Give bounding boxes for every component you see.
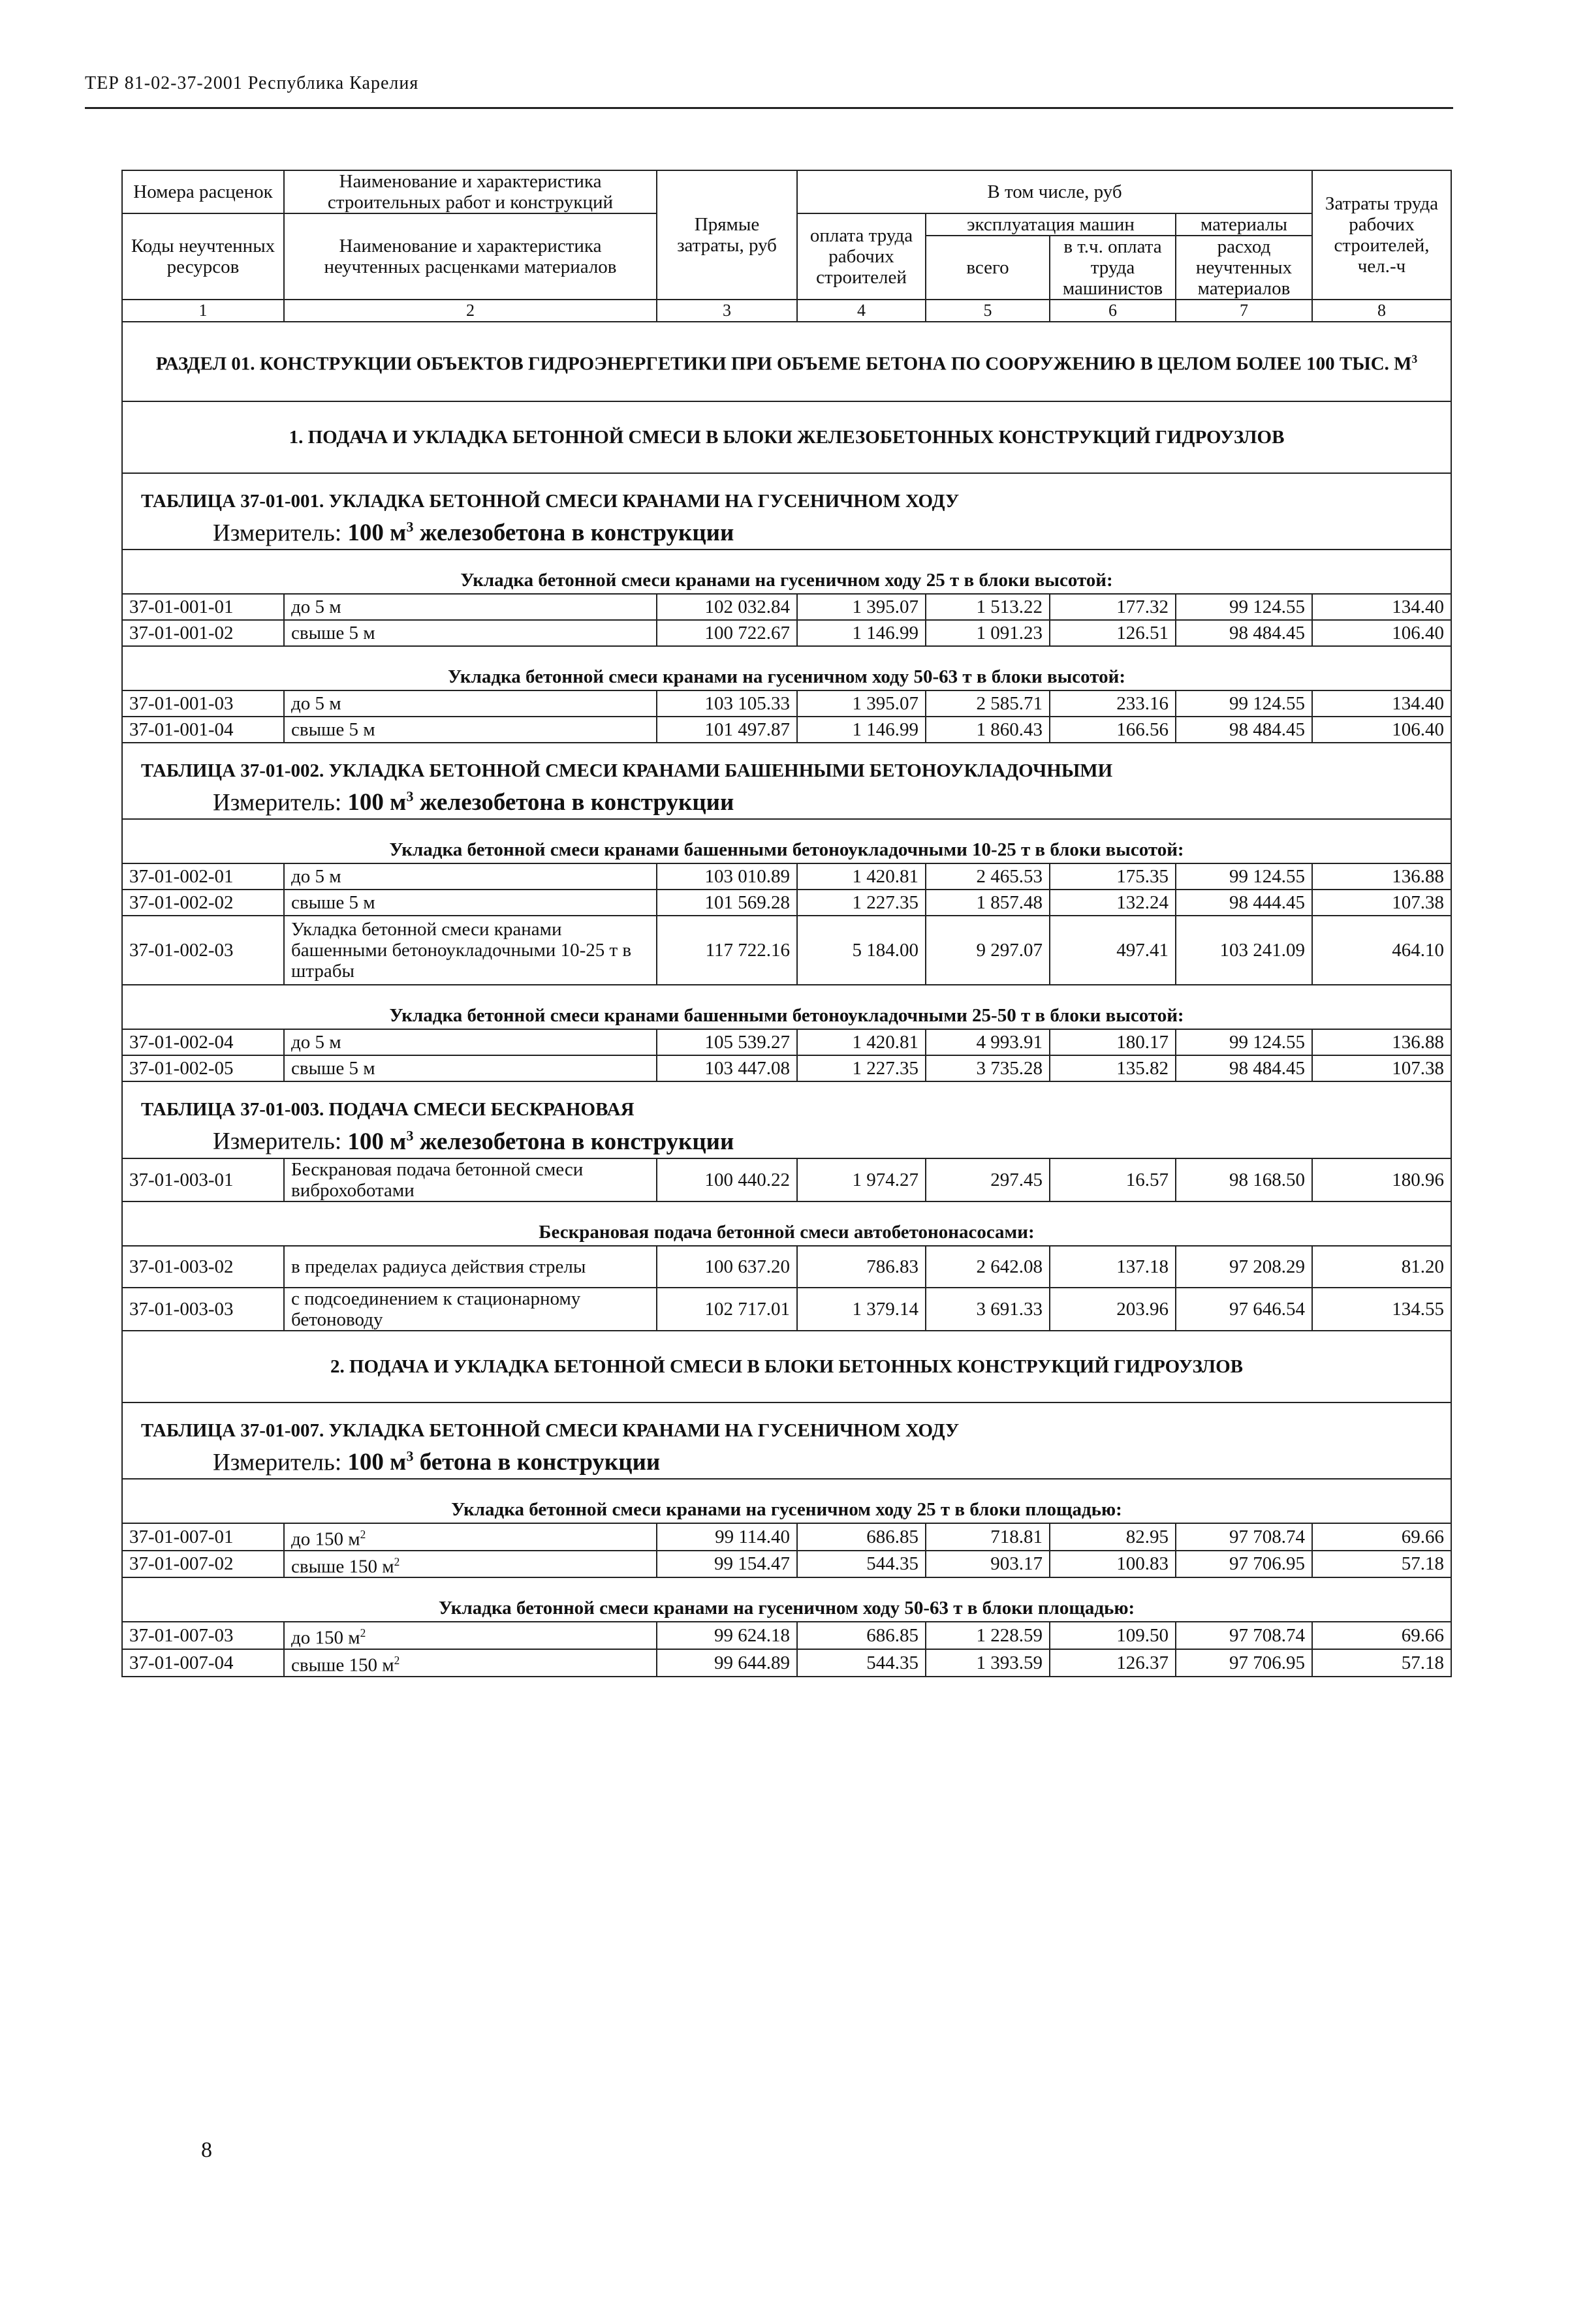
subheading: Укладка бетонной смеси кранами башенными бетоноукладочными 10-25 т в блоки высотой: xyxy=(122,819,1451,863)
document-header: ТЕР 81-02-37-2001 Республика Карелия xyxy=(85,73,419,93)
subheading: Укладка бетонной смеси кранами на гусеничном ходу 25 т в блоки площадью: xyxy=(122,1479,1451,1523)
table-row: 37-01-003-02 в пределах радиуса действия стрелы 100 637.20 786.83 2 642.08 137.18 97 208.29 81.20 xyxy=(122,1246,1451,1288)
table-row: 37-01-001-02 свыше 5 м 100 722.67 1 146.99 1 091.23 126.51 98 484.45 106.40 xyxy=(122,620,1451,646)
subheading: Укладка бетонной смеси кранами на гусеничном ходу 50-63 т в блоки площадью: xyxy=(122,1577,1451,1622)
group-title-2: 2. ПОДАЧА И УКЛАДКА БЕТОННОЙ СМЕСИ В БЛОКИ БЕТОННЫХ КОНСТРУКЦИЙ ГИДРОУЗЛОВ xyxy=(122,1331,1451,1402)
table-title-003: ТАБЛИЦА 37-01-003. ПОДАЧА СМЕСИ БЕСКРАНОВАЯ Измеритель: 100 $м^3$ железобетона в конструкции xyxy=(122,1081,1451,1158)
subheading: Укладка бетонной смеси кранами на гусеничном ходу 25 т в блоки высотой: xyxy=(122,550,1451,594)
table-title-002: ТАБЛИЦА 37-01-002. УКЛАДКА БЕТОННОЙ СМЕСИ КРАНАМИ БАШЕННЫМИ БЕТОНОУКЛАДОЧНЫМИ Измеритель: 100 $м^3$ железобетона в конструкции xyxy=(122,743,1451,819)
price-table xyxy=(121,170,1452,1677)
col-header-direct: Прямые затраты, руб xyxy=(657,170,797,300)
table-row: 37-01-007-04 свыше 150 $м^2$ 99 644.89 544.35 1 393.59 126.37 97 706.95 57.18 xyxy=(122,1649,1451,1677)
table-row: 37-01-002-03 Укладка бетонной смеси кранами башенными бетоноукладочными 10-25 т в штрабы 117 722.16 5 184.00 9 297.07 497.41 103 241.09 464.10 xyxy=(122,916,1451,985)
col-header-codes-2: Коды неучтенных ресурсов xyxy=(122,213,284,300)
subheading: Укладка бетонной смеси кранами башенными бетоноукладочными 25-50 т в блоки высотой: xyxy=(122,985,1451,1029)
col-index-row: 1 2 3 4 5 6 7 8 xyxy=(122,300,1451,322)
col-header-name: Наименование и характеристика строительных работ и конструкций xyxy=(284,170,657,213)
col-header-operators: в т.ч. оплата труда машинистов xyxy=(1050,236,1176,300)
group-title-1: 1. ПОДАЧА И УКЛАДКА БЕТОННОЙ СМЕСИ В БЛОКИ ЖЕЛЕЗОБЕТОННЫХ КОНСТРУКЦИЙ ГИДРОУЗЛОВ xyxy=(122,401,1451,473)
col-header-incl: В том числе, руб xyxy=(797,170,1312,213)
page-number: 8 xyxy=(201,2138,212,2162)
table-row: 37-01-007-02 свыше 150 $м^2$ 99 154.47 544.35 903.17 100.83 97 706.95 57.18 xyxy=(122,1551,1451,1578)
col-header-total: всего xyxy=(926,236,1050,300)
header-rule xyxy=(85,107,1453,109)
subheading: Укладка бетонной смеси кранами на гусеничном ходу 50-63 т в блоки высотой: xyxy=(122,646,1451,690)
col-header-labor: Затраты труда рабочих строителей, чел.-ч xyxy=(1312,170,1451,300)
table-header xyxy=(122,170,1451,322)
table-title-007: ТАБЛИЦА 37-01-007. УКЛАДКА БЕТОННОЙ СМЕСИ КРАНАМИ НА ГУСЕНИЧНОМ ХОДУ Измеритель: 100 $м^3$ бетона в конструкции xyxy=(122,1402,1451,1479)
table-row: 37-01-001-01 до 5 м 102 032.84 1 395.07 1 513.22 177.32 99 124.55 134.40 xyxy=(122,594,1451,620)
table-row: 37-01-002-02 свыше 5 м 101 569.28 1 227.35 1 857.48 132.24 98 444.45 107.38 xyxy=(122,890,1451,916)
col-header-wages: оплата труда рабочих строителей xyxy=(797,213,926,300)
table-row: 37-01-002-04 до 5 м 105 539.27 1 420.81 4 993.91 180.17 99 124.55 136.88 xyxy=(122,1029,1451,1055)
table-row: 37-01-003-01 Бескрановая подача бетонной смеси виброхоботами 100 440.22 1 974.27 297.45 16.57 98 168.50 180.96 xyxy=(122,1158,1451,1201)
table-row: 37-01-002-05 свыше 5 м 103 447.08 1 227.35 3 735.28 135.82 98 484.45 107.38 xyxy=(122,1055,1451,1081)
table-row: 37-01-003-03 с подсоединением к стационарному бетоноводу 102 717.01 1 379.14 3 691.33 203.96 97 646.54 134.55 xyxy=(122,1288,1451,1331)
table-title-001: ТАБЛИЦА 37-01-001. УКЛАДКА БЕТОННОЙ СМЕСИ КРАНАМИ НА ГУСЕНИЧНОМ ХОДУ Измеритель: 100 $м^3$ железобетона в конструкции xyxy=(122,473,1451,550)
col-header-codes: Номера расценок xyxy=(122,170,284,213)
col-header-machines: эксплуатация машин xyxy=(926,213,1176,236)
col-header-name-2: Наименование и характеристика неучтенных расценками материалов xyxy=(284,213,657,300)
table-row: 37-01-002-01 до 5 м 103 010.89 1 420.81 2 465.53 175.35 99 124.55 136.88 xyxy=(122,863,1451,890)
table-row: 37-01-007-03 до 150 $м^2$ 99 624.18 686.85 1 228.59 109.50 97 708.74 69.66 xyxy=(122,1622,1451,1649)
col-header-materials: материалы xyxy=(1176,213,1312,236)
section-title: РАЗДЕЛ 01. КОНСТРУКЦИИ ОБЪЕКТОВ ГИДРОЭНЕРГЕТИКИ ПРИ ОБЪЕМЕ БЕТОНА ПО СООРУЖЕНИЮ В ЦЕЛОМ БОЛЕЕ 100 ТЫС. $М^3$ xyxy=(122,322,1451,401)
table-row: 37-01-007-01 до 150 $м^2$ 99 114.40 686.85 718.81 82.95 97 708.74 69.66 xyxy=(122,1523,1451,1551)
table-row: 37-01-001-04 свыше 5 м 101 497.87 1 146.99 1 860.43 166.56 98 484.45 106.40 xyxy=(122,717,1451,743)
table-row: 37-01-001-03 до 5 м 103 105.33 1 395.07 2 585.71 233.16 99 124.55 134.40 xyxy=(122,690,1451,717)
col-header-materials-use: расход неучтенных материалов xyxy=(1176,236,1312,300)
subheading: Бескрановая подача бетонной смеси автобетононасосами: xyxy=(122,1201,1451,1246)
